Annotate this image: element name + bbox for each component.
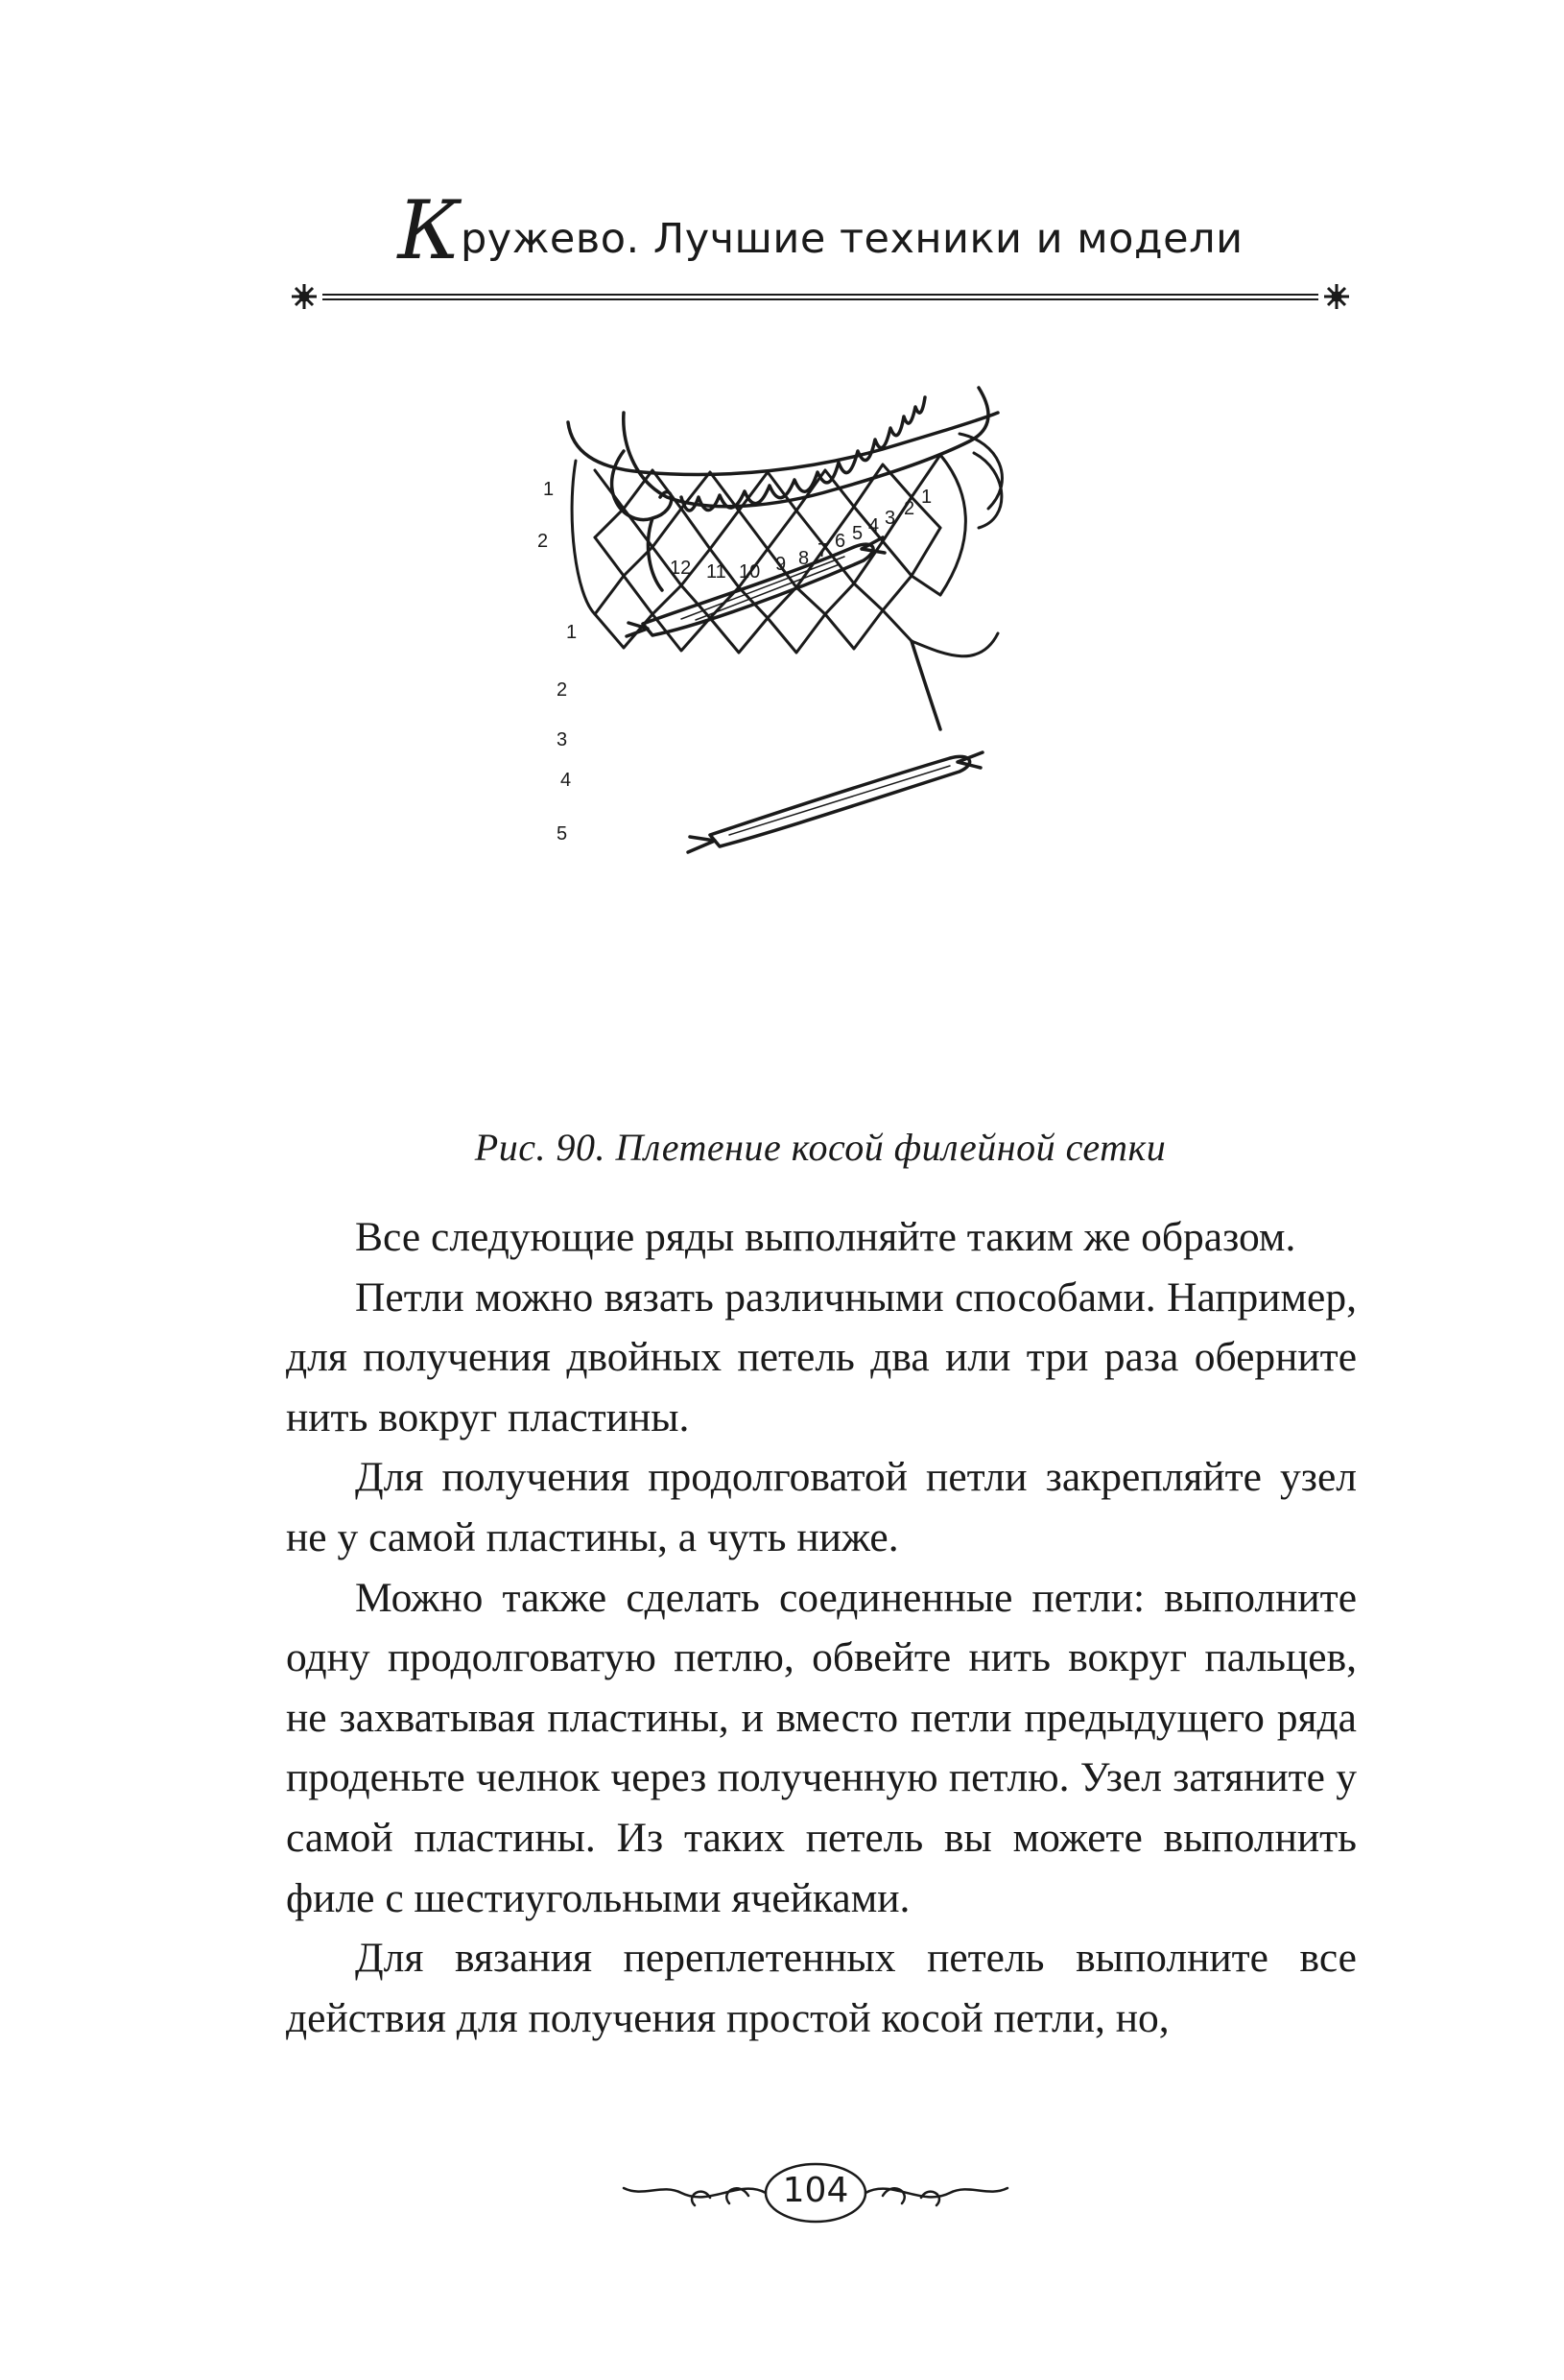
top-label: 10 <box>739 561 761 583</box>
bottom-label: 2 <box>557 679 568 701</box>
top-label: 4 <box>868 515 880 536</box>
netting-illustration <box>537 384 1123 1113</box>
top-label: 2 <box>904 498 915 519</box>
bottom-label: 1 <box>566 622 578 643</box>
top-label: 11 <box>706 561 726 583</box>
bottom-label: 3 <box>557 729 568 750</box>
paragraph: Для получения продолговатой петли закрепляйте узел не у самой пластины, а чуть ниже. <box>286 1454 1357 1560</box>
header-ornament-rule <box>288 280 1353 313</box>
top-label: 9 <box>775 554 787 575</box>
bottom-shuttle <box>710 756 970 846</box>
top-loops-row <box>681 397 925 511</box>
paragraph: Петли можно вязать различными способами. Например, для получения двойных петель два или три раза оберните нить вокруг пластины. <box>286 1273 1357 1440</box>
top-label: 8 <box>798 548 810 569</box>
top-label: 3 <box>885 508 896 529</box>
top-label: 1 <box>543 479 555 500</box>
top-label: 12 <box>670 558 692 579</box>
bottom-label: 5 <box>557 823 568 845</box>
top-label: 6 <box>835 531 846 552</box>
top-label: 5 <box>852 523 864 544</box>
paragraph: Можно также сделать соединенные петли: выполните одну продолговатую петлю, обвейте нить вокруг пальцев, не захватывая пластины, и вместо петли предыдущего ряда проденьте челнок через полученную петлю. Узел затяните у самой пластины. Из таких петель вы можете выполнить филе с шестиугольными ячейками. <box>286 1574 1357 1921</box>
top-label: 2 <box>537 531 549 552</box>
flower-ornament-left-icon <box>292 284 317 309</box>
top-label: 7 <box>818 540 829 561</box>
paragraph: Все следующие ряды выполняйте таким же образом. <box>355 1214 1296 1260</box>
book-title-text: ружево. Лучшие техники и модели <box>460 215 1244 263</box>
figure-caption: Рис. 90. Плетение косой филейной сетки <box>474 1126 1167 1169</box>
page-number-ornament <box>604 2150 1027 2236</box>
body-text <box>286 1207 1357 2048</box>
flower-ornament-right-icon <box>1324 284 1349 309</box>
book-title-initial: К <box>397 183 461 277</box>
top-foundation-cord <box>624 388 988 507</box>
bottom-label: 4 <box>560 770 572 791</box>
page-number: 104 <box>782 2171 849 2210</box>
running-head <box>288 183 1353 317</box>
top-label: 1 <box>921 487 933 508</box>
paragraph: Для вязания переплетенных петель выполните все действия для получения простой косой петли, но, <box>286 1935 1357 2041</box>
book-title <box>288 183 1353 277</box>
